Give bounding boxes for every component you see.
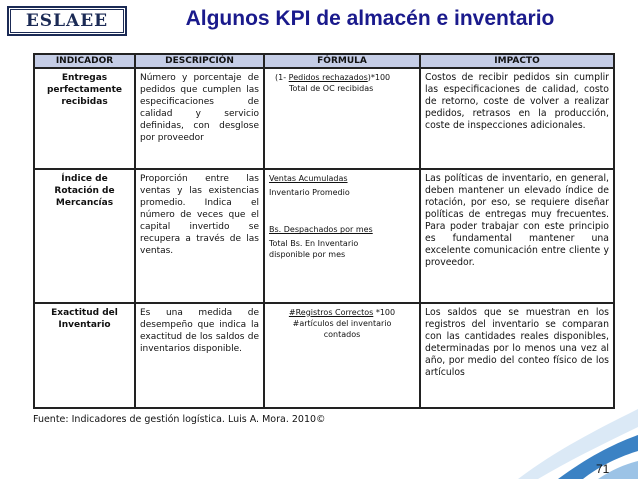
- header-descripcion: DESCRIPCIÓN: [135, 54, 264, 68]
- formula-denominator: #artículos del inventario contados: [292, 318, 392, 339]
- formula-suffix: )*100: [367, 73, 391, 82]
- formula-denominator: Total de OC recibidas: [289, 84, 374, 93]
- table-row: [34, 169, 614, 303]
- description-cell: Número y porcentaje de pedidos que cumplen las especificaciones de calidad y servicio definidas, con desglose por proveedor: [135, 68, 264, 169]
- decorative-swoosh: [518, 369, 638, 479]
- header-impacto: IMPACTO: [420, 54, 614, 68]
- formula-prefix: (1-: [275, 73, 287, 82]
- formula-cell: [264, 169, 420, 303]
- table-header-row: [34, 54, 614, 68]
- page-number: 71: [596, 462, 610, 476]
- kpi-table: [33, 53, 615, 409]
- formula-numerator-text: #Registros Correctos: [288, 307, 374, 317]
- page-title: Algunos KPI de almacén e inventario: [185, 7, 555, 30]
- formula-numerator-text: Pedidos rechazados: [288, 73, 368, 82]
- header-indicador: INDICADOR: [34, 54, 135, 68]
- indicator-cell: Entregas perfectamente recibidas: [34, 68, 135, 169]
- description-cell: Es una medida de desempeño que indica la exactitud de los saldos de inventarios disponible.: [135, 303, 264, 408]
- indicator-cell: Exactitud del Inventario: [34, 303, 135, 408]
- indicator-cell: Índice de Rotación de Mercancías: [34, 169, 135, 303]
- impact-cell: Las políticas de inventario, en general, deben mantener un elevado índice de rotación, por eso, se requiere diseñar políticas de entregas muy frecuentes. Para poder trabajar con este principio es fundamental mantener una excelente comunicación entre cliente y proveedor.: [420, 169, 614, 303]
- logo-text: ESLAEE: [10, 9, 124, 33]
- formula-numerator: [269, 72, 415, 83]
- table-row: [34, 68, 614, 169]
- formula-numerator: [269, 307, 415, 318]
- formula-1-denominator: Inventario Promedio: [269, 188, 350, 198]
- source-citation: Fuente: Indicadores de gestión logística. Luis A. Mora. 2010©: [33, 414, 326, 425]
- description-cell: Proporción entre las ventas y las existencias promedio. Indica el número de veces que el capital invertido se recupera a través de las ventas.: [135, 169, 264, 303]
- header-formula: FÓRMULA: [264, 54, 420, 68]
- formula-cell: [264, 303, 420, 408]
- formula-2-denominator: Total Bs. En Inventario disponible por mes: [269, 239, 359, 260]
- formula-2-numerator: Bs. Despachados por mes: [269, 225, 373, 235]
- impact-cell: Los saldos que se muestran en los registros del inventario se comparan con las cantidades reales disponibles, determinadas por lo menos una vez al año, por medio del conteo físico de los artículos: [420, 303, 614, 408]
- logo: [7, 6, 127, 36]
- formula-cell: [264, 68, 420, 169]
- formula-1-numerator: Ventas Acumuladas: [269, 174, 348, 184]
- formula-suffix: *100: [373, 307, 396, 317]
- impact-cell: Costos de recibir pedidos sin cumplir las especificaciones de calidad, costo de retorno, coste de volver a realizar pedidos, retrasos en la producción, coste de inspecciones adicionales.: [420, 68, 614, 169]
